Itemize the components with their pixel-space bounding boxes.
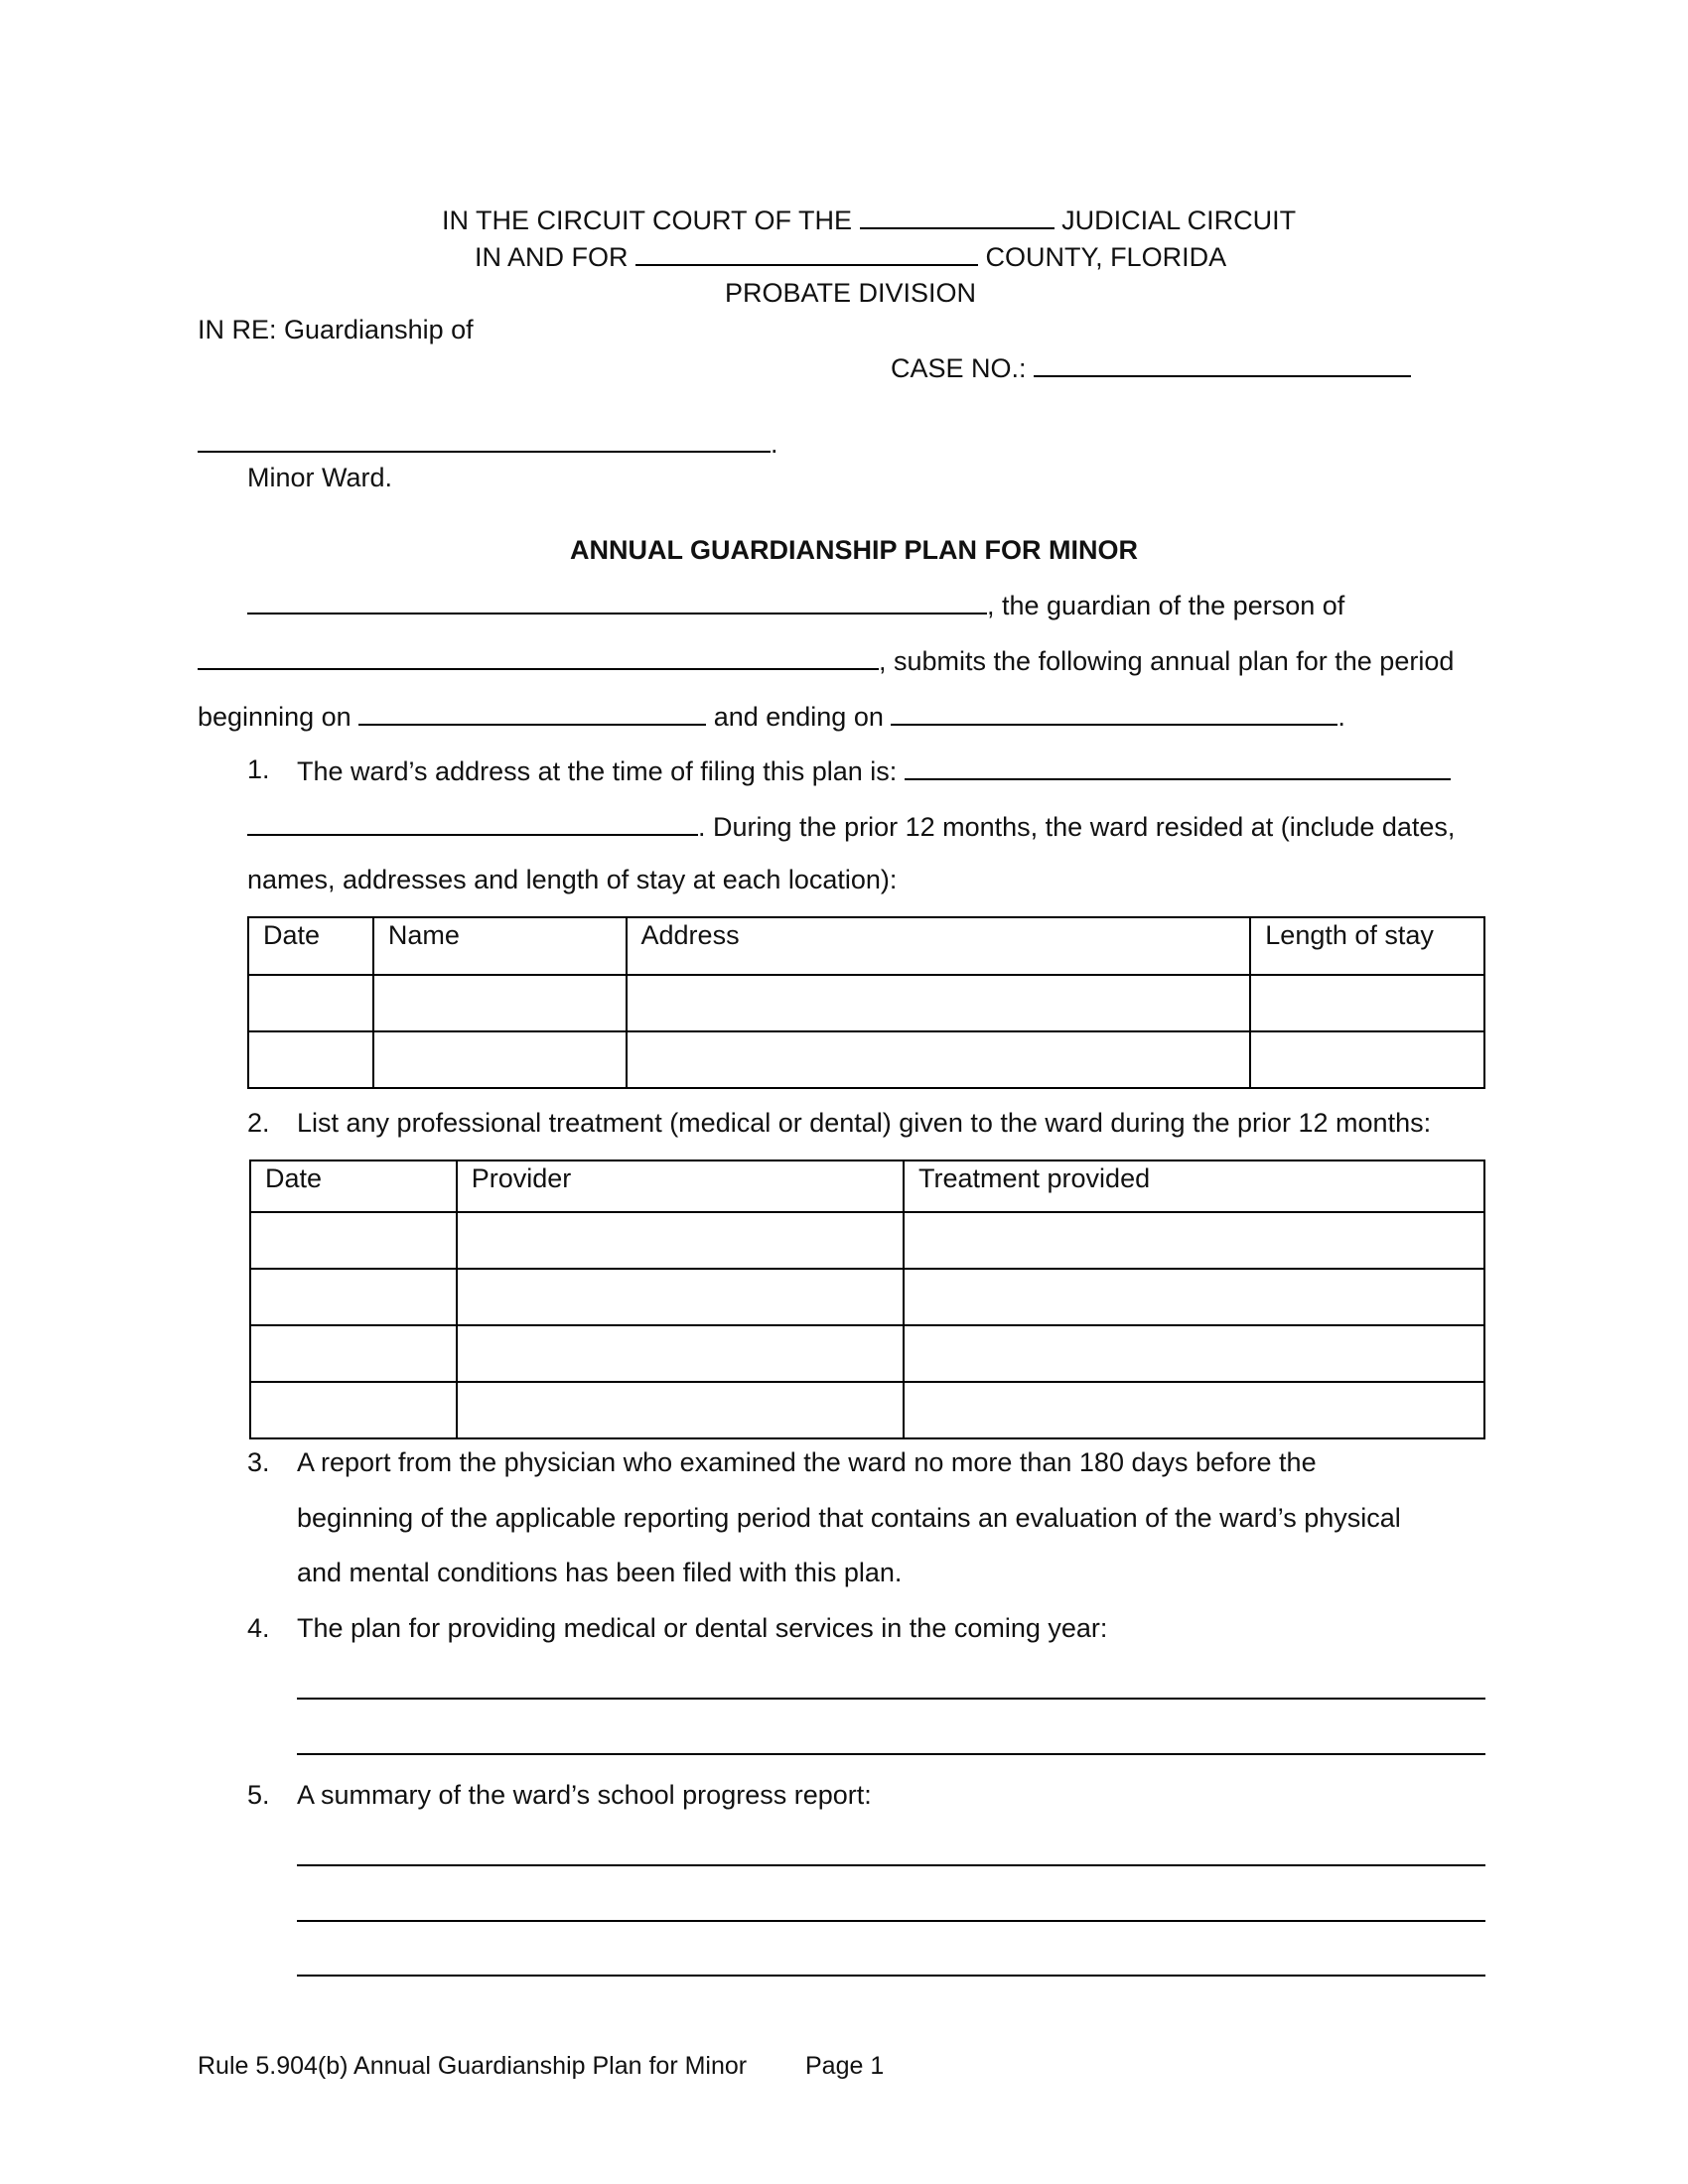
item1-cont: . During the prior 12 months, the ward resided at (include dates, (698, 812, 1456, 842)
item1-cont2: names, addresses and length of stay at each location): (247, 865, 898, 894)
col-header-date: Date (248, 917, 373, 975)
table-cell[interactable] (248, 1031, 373, 1088)
ward-address-blank[interactable] (905, 752, 1451, 780)
submits-text: , submits the following annual plan for the period (879, 646, 1455, 676)
ward-name-period: . (771, 429, 778, 459)
court-label: IN THE CIRCUIT COURT OF THE (442, 205, 853, 235)
ward-address-cont-blank[interactable] (247, 808, 698, 836)
item3-line2: beginning of the applicable reporting period that contains an evaluation of the ward’s physical (297, 1503, 1401, 1533)
treatment-table (249, 1160, 1485, 1439)
ward-person-blank[interactable] (198, 642, 879, 670)
court-header-line2 (475, 238, 1226, 274)
guardian-name-blank[interactable] (247, 587, 987, 614)
table-cell[interactable] (904, 1382, 1484, 1438)
table-cell[interactable] (250, 1212, 457, 1269)
item4-text: The plan for providing medical or dental services in the coming year: (297, 1613, 1108, 1643)
ward-submits-line (198, 642, 1454, 678)
table-row (250, 1325, 1484, 1382)
table-cell[interactable] (904, 1212, 1484, 1269)
table-row (250, 1382, 1484, 1438)
table-cell[interactable] (627, 1031, 1251, 1088)
table-cell[interactable] (627, 975, 1251, 1031)
school-summary-line-3[interactable] (297, 1975, 1485, 1977)
medical-plan-line-1[interactable] (297, 1698, 1485, 1700)
case-number-line (891, 349, 1411, 385)
beginning-label: beginning on (198, 702, 352, 732)
guardian-text: , the guardian of the person of (987, 591, 1345, 620)
table-cell[interactable] (248, 975, 373, 1031)
table-row (250, 1269, 1484, 1325)
col-header-address: Address (627, 917, 1251, 975)
item4-number: 4. (247, 1613, 270, 1643)
minor-ward-label: Minor Ward. (247, 463, 393, 492)
ending-date-blank[interactable] (891, 698, 1337, 726)
table-cell[interactable] (373, 975, 627, 1031)
table-header-row (248, 917, 1484, 975)
item2-number: 2. (247, 1108, 270, 1138)
county-label: COUNTY, FLORIDA (985, 242, 1227, 272)
item1-line (297, 752, 1451, 788)
table-cell[interactable] (250, 1269, 457, 1325)
table-cell[interactable] (1250, 1031, 1484, 1088)
table-cell[interactable] (457, 1382, 904, 1438)
court-header-line1 (442, 202, 1296, 237)
county-blank[interactable] (635, 238, 978, 266)
col-header-date: Date (250, 1160, 457, 1212)
table-cell[interactable] (1250, 975, 1484, 1031)
guardian-line (247, 587, 1344, 622)
judicial-circuit-label: JUDICIAL CIRCUIT (1061, 205, 1297, 235)
in-and-for-label: IN AND FOR (475, 242, 629, 272)
table-cell[interactable] (904, 1325, 1484, 1382)
table-header-row (250, 1160, 1484, 1212)
period-end: . (1337, 702, 1345, 732)
item1-cont-line (247, 808, 1455, 844)
residence-table (247, 916, 1485, 1089)
item3-line1: A report from the physician who examined the ward no more than 180 days before the (297, 1447, 1317, 1477)
table-cell[interactable] (250, 1382, 457, 1438)
case-number-blank[interactable] (1034, 349, 1411, 377)
table-cell[interactable] (457, 1325, 904, 1382)
footer-rule-label: Rule 5.904(b) Annual Guardianship Plan for Minor (198, 2052, 748, 2080)
form-title: ANNUAL GUARDIANSHIP PLAN FOR MINOR (570, 535, 1139, 565)
item5-text: A summary of the ward’s school progress report: (297, 1780, 872, 1810)
probate-division: PROBATE DIVISION (725, 278, 977, 308)
ending-label: and ending on (713, 702, 884, 732)
item5-number: 5. (247, 1780, 270, 1810)
table-cell[interactable] (373, 1031, 627, 1088)
school-summary-line-2[interactable] (297, 1920, 1485, 1922)
table-cell[interactable] (904, 1269, 1484, 1325)
item1-number: 1. (247, 754, 270, 784)
col-header-provider: Provider (457, 1160, 904, 1212)
school-summary-line-1[interactable] (297, 1864, 1485, 1866)
item2-text: List any professional treatment (medical or dental) given to the ward during the prior 12 months: (297, 1108, 1432, 1138)
medical-plan-line-2[interactable] (297, 1753, 1485, 1755)
col-header-treatment-provided: Treatment provided (904, 1160, 1484, 1212)
table-cell[interactable] (457, 1269, 904, 1325)
table-cell[interactable] (457, 1212, 904, 1269)
col-header-length-of-stay: Length of stay (1250, 917, 1484, 975)
judicial-circuit-blank[interactable] (860, 202, 1055, 229)
in-re-label: IN RE: Guardianship of (198, 315, 474, 344)
table-row (248, 975, 1484, 1031)
period-line (198, 698, 1345, 734)
item3-line3: and mental conditions has been filed with this plan. (297, 1558, 903, 1587)
ward-name-line (198, 425, 778, 461)
ward-name-blank[interactable] (198, 425, 771, 453)
case-no-label: CASE NO.: (891, 353, 1027, 383)
footer-page-number: Page 1 (805, 2052, 885, 2080)
table-cell[interactable] (250, 1325, 457, 1382)
table-row (250, 1212, 1484, 1269)
col-header-name: Name (373, 917, 627, 975)
item1-text: The ward’s address at the time of filing this plan is: (297, 756, 898, 786)
beginning-date-blank[interactable] (358, 698, 706, 726)
item3-number: 3. (247, 1447, 270, 1477)
table-row (248, 1031, 1484, 1088)
